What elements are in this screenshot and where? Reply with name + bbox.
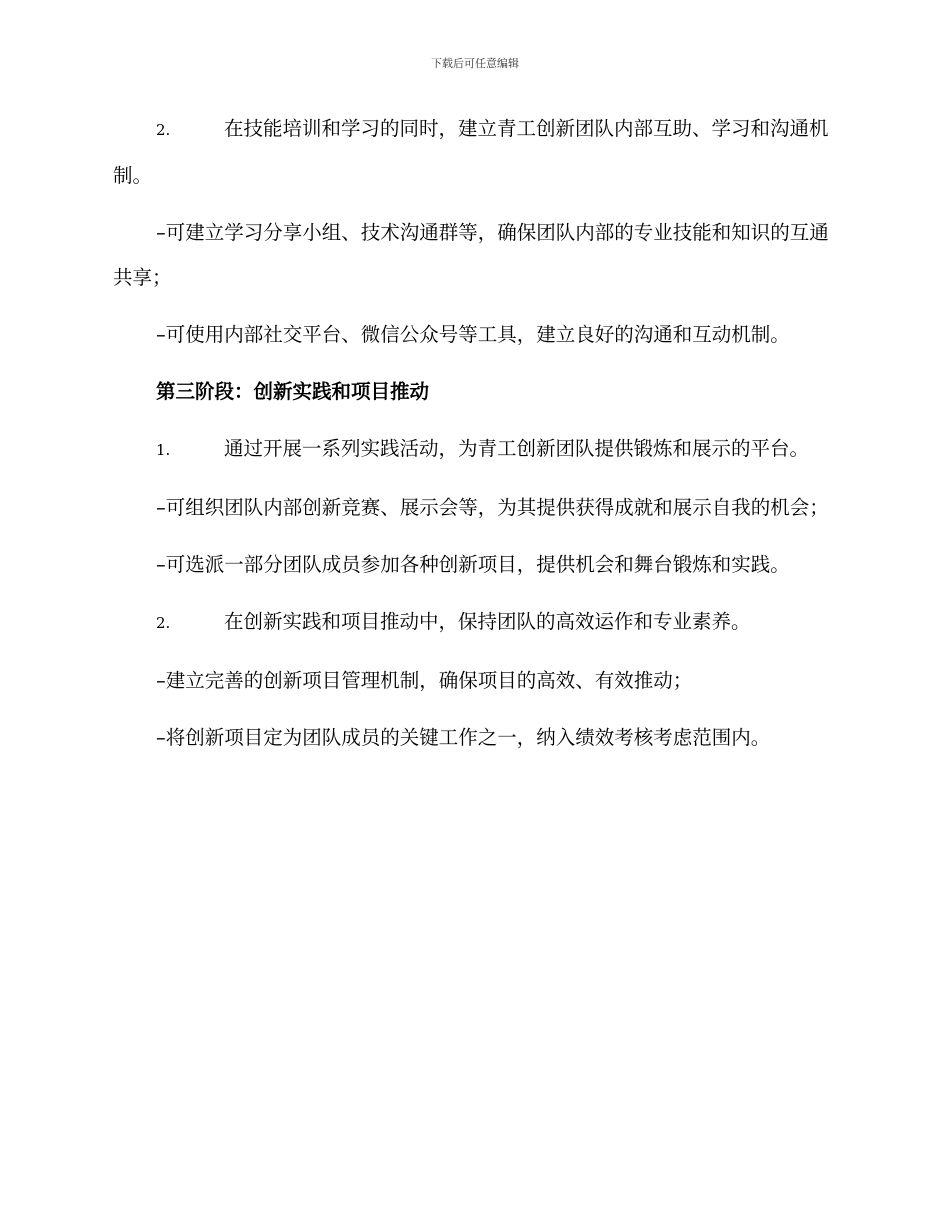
paragraph-text: 可选派一部分团队成员参加各种创新项目，提供机会和舞台锻炼和实践。	[165, 553, 790, 576]
dash-marker: –	[156, 323, 166, 346]
paragraph-text: 将创新项目定为团队成员的关键工作之一，纳入绩效考核考虑范围内。	[165, 726, 771, 749]
paragraph-text: 在技能培训和学习的同时，建立青工创新团队内部互助、学习和沟通机制。	[113, 117, 829, 187]
list-number: 1.	[156, 441, 171, 459]
paragraph-text: 可组织团队内部创新竞赛、展示会等，为其提供获得成就和展示自我的机会；	[165, 496, 829, 519]
paragraph-text: 可使用内部社交平台、微信公众号等工具，建立良好的沟通和互动机制。	[165, 323, 790, 346]
dash-marker: –	[156, 726, 166, 749]
dash-marker: –	[156, 221, 166, 244]
dash-marker: –	[156, 496, 166, 519]
numbered-paragraph-1	[113, 426, 837, 473]
paragraph-text: 建立完善的创新项目管理机制，确保项目的高效、有效推动；	[165, 669, 693, 692]
dash-item	[113, 658, 837, 703]
paragraph-text: 通过开展一系列实践活动，为青工创新团队提供锻炼和展示的平台。	[224, 437, 810, 460]
dash-item	[113, 312, 837, 357]
dash-item	[113, 210, 837, 300]
numbered-paragraph-2a	[113, 106, 837, 198]
dash-item	[113, 715, 837, 760]
section-heading: 第三阶段：创新实践和项目推动	[156, 380, 430, 403]
document-body	[113, 106, 837, 772]
dash-item	[113, 542, 837, 587]
list-number: 2.	[156, 614, 171, 632]
page-header: 下载后可任意编辑	[431, 57, 519, 70]
list-number: 2.	[156, 121, 171, 139]
dash-item	[113, 485, 837, 530]
dash-marker: –	[156, 669, 166, 692]
dash-marker: –	[156, 553, 166, 576]
paragraph-text: 可建立学习分享小组、技术沟通群等，确保团队内部的专业技能和知识的互通共享；	[113, 221, 829, 289]
paragraph-text: 在创新实践和项目推动中，保持团队的高效运作和专业素养。	[224, 610, 751, 633]
numbered-paragraph-2b	[113, 599, 837, 646]
